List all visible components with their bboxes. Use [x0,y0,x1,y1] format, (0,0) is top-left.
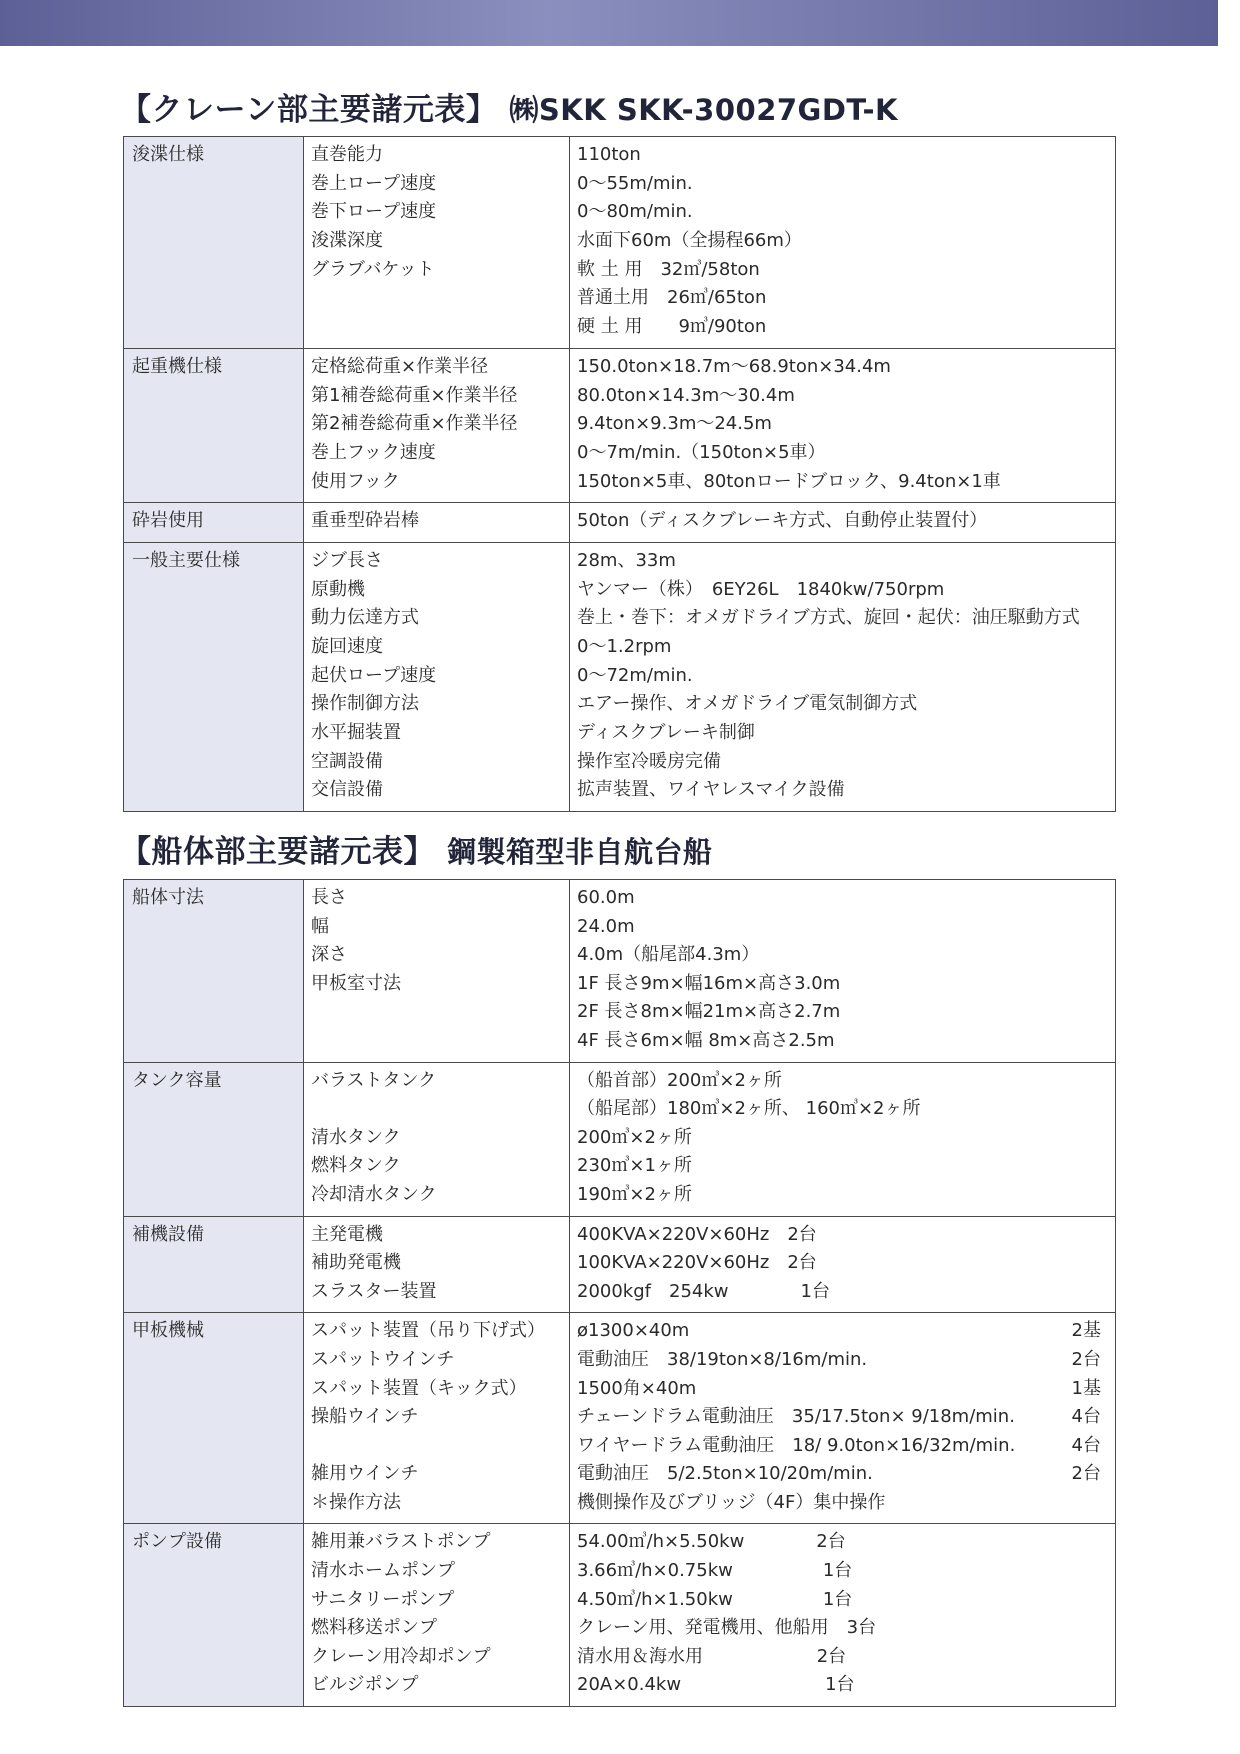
spec-item-label: 直巻能力 [311,144,383,165]
section-values [570,1313,1116,1524]
spec-value: 80.0ton×14.3m～30.4m [577,384,795,406]
section-items [304,348,570,502]
spec-item-label: 甲板室寸法 [311,972,401,994]
spec-item-label: 浚渫深度 [311,230,383,252]
spec-section-row [124,880,1116,1063]
section-items [304,1216,570,1313]
section-values [570,348,1116,502]
spec-section-row [124,348,1116,502]
spec-value: 機側操作及びブリッジ（4F）集中操作 [577,1491,886,1513]
spec-value: チェーンドラム電動油圧 35/17.5ton× 9/18m/min. [577,1406,1015,1428]
spec-value: 4F 長さ6m×幅 8m×高さ2.5m [577,1029,835,1051]
spec-item-label: 長さ [311,887,347,908]
spec-value: 1F 長さ9m×幅16m×高さ3.0m [577,972,841,994]
spec-item-label: 水平掘装置 [311,722,401,744]
spec-value: 400KVA×220V×60Hz 2台 [577,1223,817,1245]
spec-value: （船首部）200㎥×2ヶ所 [577,1069,782,1091]
spec-value: 巻上・巻下：オメガドライブ方式、旋回・起伏：油圧駆動方式 [577,607,1080,629]
section-values [570,542,1116,811]
category-label: 船体寸法 [132,887,204,908]
spec-item-label: 起伏ロープ速度 [311,664,437,686]
spec-item-label: クレーン用冷却ポンプ [311,1645,491,1667]
spec-item-label: バラストタンク [311,1069,437,1091]
spec-value-line [577,1317,1101,1346]
spec-value-line [577,1375,1101,1404]
section-category [124,542,304,811]
spec-item-label: 幅 [311,915,329,937]
spec-value: 1500角×40m [577,1377,697,1399]
spec-value: 150.0ton×18.7m～68.9ton×34.4m [577,355,891,377]
category-label: ポンプ設備 [132,1531,222,1553]
section-items [304,880,570,1063]
spec-item-label: ＊操作方法 [311,1491,401,1513]
spec-value: 230㎥×1ヶ所 [577,1155,692,1177]
spec-value: 150ton×5車、80tonロードブロック、9.4ton×1車 [577,470,1001,492]
section-items [304,1062,570,1216]
spec-item-label: 第1補巻総荷重×作業半径 [311,384,518,406]
spec-count: 2基 [1071,1320,1101,1342]
spec-section-row [124,503,1116,543]
section-category [124,503,304,543]
spec-item-label: ビルジポンプ [311,1674,419,1696]
spec-value: 9.4ton×9.3m～24.5m [577,413,772,435]
spec-item-label: 燃料タンク [311,1155,401,1177]
spec-value: 200㎥×2ヶ所 [577,1126,692,1148]
spec-count: 4台 [1071,1434,1101,1456]
spec-value: ø1300×40m [577,1320,690,1342]
spec-value: 電動油圧 38/19ton×8/16m/min. [577,1348,868,1370]
spec-item-label: 清水タンク [311,1126,401,1148]
spec-value: ワイヤードラム電動油圧 18/ 9.0ton×16/32m/min. [577,1434,1016,1456]
spec-item-label: 雑用ウインチ [311,1463,419,1485]
spec-section-row [124,1062,1116,1216]
spec-value: 0～55m/min. [577,172,693,194]
spec-value-line [577,1346,1101,1375]
spec-value: 2F 長さ8m×幅21m×高さ2.7m [577,1001,841,1023]
hull-spec-title [120,826,713,871]
spec-item-label [311,284,569,313]
spec-value: 水面下60m（全揚程66m） [577,230,802,252]
hull-subtitle-text: 鋼製箱型非自航台船 [447,835,713,869]
spec-value: 硬 土 用 9㎥/90ton [577,316,767,338]
category-label: 一般主要仕様 [132,549,240,571]
spec-item-label: 主発電機 [311,1223,383,1245]
spec-item-label: 巻上ロープ速度 [311,172,437,194]
spec-item-label: スパット装置（キック式） [311,1377,527,1399]
spec-value: 2000kgf 254kw 1台 [577,1280,830,1302]
section-values [570,137,1116,349]
spec-value: 110ton [577,144,641,165]
spec-item-label [311,1027,569,1056]
section-category [124,137,304,349]
spec-value: 0～7m/min.（150ton×5車） [577,441,826,463]
spec-value: 50ton（ディスクブレーキ方式、自動停止装置付） [577,510,988,532]
spec-item-label: 巻上フック速度 [311,441,436,463]
section-values [570,1216,1116,1313]
section-values [570,880,1116,1063]
spec-value: ヤンマー（株） 6EY26L 1840kw/750rpm [577,578,945,600]
spec-item-label: 第2補巻総荷重×作業半径 [311,413,518,435]
spec-item-label: 操船ウインチ [311,1406,419,1428]
section-values [570,1062,1116,1216]
spec-value: 操作室冷暖房完備 [577,750,721,772]
spec-item-label: スパット装置（吊り下げ式） [311,1320,545,1342]
category-label: 補機設備 [132,1223,204,1245]
spec-item-label [311,998,569,1027]
section-items [304,503,570,543]
spec-item-label: 旋回速度 [311,636,383,657]
spec-value: 60.0m [577,887,635,908]
spec-item-label: 巻下ロープ速度 [311,201,437,223]
spec-item-label: 冷却清水タンク [311,1183,437,1205]
section-items [304,1313,570,1524]
category-label: 甲板機械 [132,1320,204,1342]
spec-value: 拡声装置、ワイヤレスマイク設備 [577,779,845,801]
spec-value: 28m、33m [577,549,676,571]
category-label: 浚渫仕様 [132,144,204,165]
category-label: タンク容量 [132,1069,222,1091]
spec-item-label: 空調設備 [311,750,383,772]
spec-section-row [124,1313,1116,1524]
spec-item-label: 補助発電機 [311,1252,401,1274]
spec-item-label: 動力伝達方式 [311,607,419,629]
spec-item-label: 清水ホームポンプ [311,1560,455,1582]
section-category [124,880,304,1063]
spec-value: 清水用＆海水用 2台 [577,1645,847,1667]
spec-item-label: 深さ [311,944,347,966]
spec-item-label: ジブ長さ [311,549,383,571]
spec-value-line [577,1403,1101,1432]
spec-item-label: 雑用兼バラストポンプ [311,1531,491,1553]
spec-value: 0～80m/min. [577,201,693,223]
spec-value: 100KVA×220V×60Hz 2台 [577,1252,817,1274]
spec-value: 0～72m/min. [577,664,693,686]
spec-value: 4.0m（船尾部4.3m） [577,944,760,966]
spec-value: （船尾部）180㎥×2ヶ所、 160㎥×2ヶ所 [577,1098,921,1120]
section-items [304,542,570,811]
hull-spec-table [123,879,1116,1707]
spec-section-row [124,542,1116,811]
spec-value: 0～1.2rpm [577,636,672,657]
spec-item-label: スパットウインチ [311,1348,455,1370]
spec-value: 4.50㎥/h×1.50kw 1台 [577,1588,853,1610]
spec-value: 電動油圧 5/2.5ton×10/20m/min. [577,1463,873,1485]
spec-count: 2台 [1071,1348,1101,1370]
spec-value: ディスクブレーキ制御 [577,722,755,744]
spec-value: 20A×0.4kw 1台 [577,1674,855,1696]
spec-item-label: 重垂型砕岩棒 [311,510,419,532]
spec-value-line [577,1460,1101,1489]
spec-item-label: サニタリーポンプ [311,1588,455,1610]
spec-value: 3.66㎥/h×0.75kw 1台 [577,1560,853,1582]
section-category [124,348,304,502]
spec-item-label: グラブバケット [311,258,435,280]
spec-value-line [577,1432,1101,1461]
spec-section-row [124,1524,1116,1707]
section-category [124,1313,304,1524]
crane-model-text: ㈱SKK SKK-30027GDT-K [509,93,898,127]
spec-value: 190㎥×2ヶ所 [577,1183,692,1205]
spec-value: エアー操作、オメガドライブ電気制御方式 [577,693,918,715]
spec-value-line [577,1489,1101,1518]
category-label: 砕岩使用 [132,510,204,532]
spec-item-label [311,1095,569,1124]
spec-item-label [311,313,569,342]
spec-count: 2台 [1071,1463,1101,1485]
spec-item-label: 使用フック [311,470,400,492]
header-band [0,0,1218,46]
hull-title-text: 【船体部主要諸元表】 [120,834,435,870]
spec-item-label: 操作制御方法 [311,693,419,715]
section-category [124,1062,304,1216]
spec-value: クレーン用、発電機用、他船用 3台 [577,1617,877,1639]
spec-item-label: 交信設備 [311,779,383,801]
category-label: 起重機仕様 [132,355,222,377]
spec-value: 54.00㎥/h×5.50kw 2台 [577,1531,846,1553]
section-category [124,1524,304,1707]
section-items [304,1524,570,1707]
spec-value: 24.0m [577,915,635,937]
spec-item-label: 燃料移送ポンプ [311,1617,437,1639]
spec-section-row [124,137,1116,349]
spec-count: 4台 [1071,1406,1101,1428]
section-values [570,503,1116,543]
spec-item-label: 原動機 [311,578,365,600]
spec-item-label: スラスター装置 [311,1280,437,1302]
spec-value: 軟 土 用 32㎥/58ton [577,258,760,280]
section-items [304,137,570,349]
section-category [124,1216,304,1313]
spec-item-label [311,1432,569,1461]
crane-title-text: 【クレーン部主要諸元表】 [120,92,498,128]
spec-section-row [124,1216,1116,1313]
spec-value: 普通土用 26㎥/65ton [577,287,767,309]
section-values [570,1524,1116,1707]
spec-count: 1基 [1071,1377,1101,1399]
crane-spec-table [123,136,1116,812]
spec-item-label: 定格総荷重×作業半径 [311,355,489,377]
crane-spec-title [120,84,898,129]
